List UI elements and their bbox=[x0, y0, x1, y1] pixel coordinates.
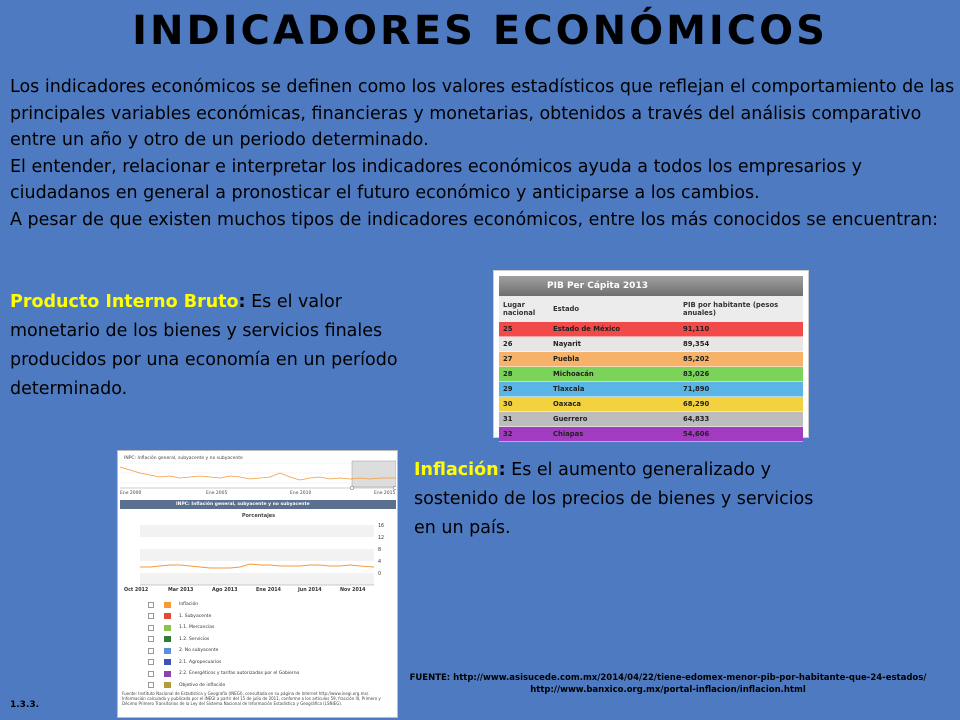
legend-item[interactable] bbox=[148, 668, 388, 680]
table-row bbox=[499, 352, 803, 367]
intro-paragraph-2: El entender, relacionar e interpretar los indicadores económicos ayuda a todos los empresarios y ciudadanos en general a pronosticar el futuro económico y anticiparse a los cambios. bbox=[10, 156, 863, 203]
legend-item[interactable] bbox=[148, 634, 388, 646]
rank-cell: 26 bbox=[503, 340, 513, 348]
mini-date-label: Ene 2015 bbox=[374, 491, 396, 496]
legend-checkbox[interactable] bbox=[148, 613, 154, 619]
value-cell: 54,606 bbox=[683, 430, 710, 438]
legend-checkbox[interactable] bbox=[148, 659, 154, 665]
legend-label: 2.1. Agropecuarios bbox=[179, 659, 222, 665]
source-link-1[interactable]: FUENTE: http://www.asisucede.com.mx/2014/04/22/tiene-edomex-menor-pib-por-habitante-que-24-estados/ bbox=[409, 673, 927, 683]
mini-date-axis bbox=[118, 491, 398, 499]
rank-cell: 25 bbox=[503, 325, 513, 333]
value-cell: 83,026 bbox=[683, 370, 710, 378]
pib-table-title: PIB Per Cápita 2013 bbox=[499, 276, 803, 296]
table-row bbox=[499, 427, 803, 442]
y-tick-label: 4 bbox=[378, 560, 382, 565]
table-row bbox=[499, 412, 803, 427]
x-tick-label: Oct 2012 bbox=[124, 588, 149, 593]
pib-colon: : bbox=[238, 292, 246, 312]
pib-definition-text: Es el valor monetario de los bienes y servicios finales producidos por una economía en un período determinado. bbox=[10, 292, 398, 399]
value-cell: 91,110 bbox=[683, 325, 710, 333]
legend-checkbox[interactable] bbox=[148, 648, 154, 654]
y-tick-label: 16 bbox=[378, 524, 385, 529]
legend-item[interactable] bbox=[148, 611, 388, 623]
rank-cell: 29 bbox=[503, 385, 513, 393]
inflacion-definition bbox=[414, 456, 814, 543]
x-tick-label: Jun 2014 bbox=[298, 588, 322, 593]
x-tick-label: Ago 2013 bbox=[212, 588, 238, 593]
inflacion-term: Inflación bbox=[414, 460, 499, 480]
legend-swatch bbox=[164, 659, 171, 665]
legend-label: 1.2. Servicios bbox=[179, 636, 210, 642]
inflacion-definition-text: Es el aumento generalizado y sostenido de los precios de bienes y servicios en un país. bbox=[414, 460, 814, 538]
rank-cell: 27 bbox=[503, 355, 513, 363]
chart-legend bbox=[148, 599, 388, 691]
state-cell: Tlaxcala bbox=[553, 385, 585, 393]
x-tick-label: Mar 2013 bbox=[168, 588, 194, 593]
legend-swatch bbox=[164, 636, 171, 642]
chart-source-note: Fuente: Instituto Nacional de Estadística y Geografía (INEGI), consultada en su página de Internet http://www.inegi.org.mx/. Información calculada y publicada por el INEGI a partir del 15 de julio de 2011, conforme a los artículos 59, fracción III, Primero y Décimo Primero Transitorios de la Ley del Sistema Nacional de Información Estadística y Geográfica (LSNIEG). bbox=[122, 691, 381, 706]
table-row bbox=[499, 367, 803, 382]
value-cell: 89,354 bbox=[683, 340, 710, 348]
legend-item[interactable] bbox=[148, 680, 388, 692]
x-axis-ticks bbox=[118, 588, 398, 596]
state-cell: Michoacán bbox=[553, 370, 594, 378]
state-cell: Puebla bbox=[553, 355, 580, 363]
legend-label: 1.1. Mercancías bbox=[179, 625, 215, 631]
inflation-chart bbox=[117, 450, 398, 718]
state-cell: Guerrero bbox=[553, 415, 588, 423]
table-row bbox=[499, 322, 803, 337]
pib-per-capita-table bbox=[493, 270, 809, 438]
chart-title-bar: INPC: Inflación general, subyacente y no subyacente bbox=[120, 500, 396, 509]
mini-range-handle-left[interactable] bbox=[350, 486, 354, 490]
mini-date-label: Ene 2005 bbox=[206, 491, 228, 496]
x-tick-label: Ene 2014 bbox=[256, 588, 281, 593]
legend-checkbox[interactable] bbox=[148, 682, 154, 688]
legend-checkbox[interactable] bbox=[148, 636, 154, 642]
legend-swatch bbox=[164, 613, 171, 619]
mini-selection-window[interactable] bbox=[352, 461, 396, 487]
mini-range-handle-right[interactable] bbox=[393, 486, 396, 490]
table-row bbox=[499, 337, 803, 352]
y-tick-label: 8 bbox=[378, 548, 382, 553]
legend-label: 2.2. Energéticos y tarifas autorizadas por el Gobierno bbox=[179, 671, 300, 677]
table-row bbox=[499, 382, 803, 397]
legend-swatch bbox=[164, 602, 171, 608]
col-header-value: PIB por habitante (pesos anuales) bbox=[683, 301, 779, 317]
legend-item[interactable] bbox=[148, 622, 388, 634]
mini-date-label: Ene 2000 bbox=[120, 491, 142, 496]
legend-checkbox[interactable] bbox=[148, 625, 154, 631]
mini-overview-chart bbox=[120, 453, 396, 493]
rank-cell: 31 bbox=[503, 415, 513, 423]
legend-checkbox[interactable] bbox=[148, 602, 154, 608]
pib-table-header bbox=[499, 296, 803, 322]
value-cell: 85,202 bbox=[683, 355, 710, 363]
legend-item[interactable] bbox=[148, 657, 388, 669]
page-title: INDICADORES ECONÓMICOS bbox=[132, 8, 828, 54]
state-cell: Nayarit bbox=[553, 340, 582, 348]
value-cell: 64,833 bbox=[683, 415, 710, 423]
legend-swatch bbox=[164, 671, 171, 677]
state-cell: Chiapas bbox=[553, 430, 584, 438]
intro-text bbox=[10, 74, 956, 233]
inflacion-colon: : bbox=[498, 460, 506, 480]
table-row bbox=[499, 397, 803, 412]
mini-date-label: Ene 2010 bbox=[290, 491, 312, 496]
intro-paragraph-3: A pesar de que existen muchos tipos de indicadores económicos, entre los más conocidos se encuentran: bbox=[10, 209, 938, 230]
intro-paragraph-1: Los indicadores económicos se definen como los valores estadísticos que reflejan el comportamiento de las principales variables económicas, financieras y monetarias, obtenidos a través del análisis comparativo entre un año y otro de un periodo determinado. bbox=[10, 77, 955, 150]
x-tick-label: Nov 2014 bbox=[340, 588, 366, 593]
legend-label: 2. No subyacente bbox=[179, 648, 219, 654]
source-link-2[interactable]: http://www.banxico.org.mx/portal-inflacion/inflacion.html bbox=[530, 685, 806, 695]
pib-term: Producto Interno Bruto bbox=[10, 292, 239, 312]
legend-checkbox[interactable] bbox=[148, 671, 154, 677]
rank-cell: 32 bbox=[503, 430, 513, 438]
legend-label: Objetivo de inflación bbox=[179, 682, 226, 688]
value-cell: 71,890 bbox=[683, 385, 710, 393]
state-cell: Estado de México bbox=[553, 325, 621, 333]
pib-definition bbox=[10, 288, 430, 404]
legend-swatch bbox=[164, 682, 171, 688]
state-cell: Oaxaca bbox=[553, 400, 581, 408]
y-tick-label: 12 bbox=[378, 536, 385, 541]
legend-swatch bbox=[164, 625, 171, 631]
legend-item[interactable] bbox=[148, 599, 388, 611]
rank-cell: 28 bbox=[503, 370, 513, 378]
col-header-rank: Lugar nacional bbox=[503, 301, 536, 317]
legend-label: Inflación bbox=[179, 602, 199, 608]
col-header-state: Estado bbox=[553, 305, 580, 313]
legend-swatch bbox=[164, 648, 171, 654]
chart-units: Porcentajes bbox=[241, 513, 276, 519]
legend-item[interactable] bbox=[148, 645, 388, 657]
value-cell: 68,290 bbox=[683, 400, 710, 408]
sources bbox=[380, 672, 956, 696]
slide-code: 1.3.3. bbox=[10, 700, 40, 710]
y-tick-label: 0 bbox=[378, 572, 382, 577]
legend-label: 1. Subyacente bbox=[179, 613, 212, 619]
pib-table-body bbox=[499, 322, 803, 442]
rank-cell: 30 bbox=[503, 400, 513, 408]
mini-chart-title: INPC: Inflación general, subyacente y no subyacente bbox=[124, 456, 243, 461]
